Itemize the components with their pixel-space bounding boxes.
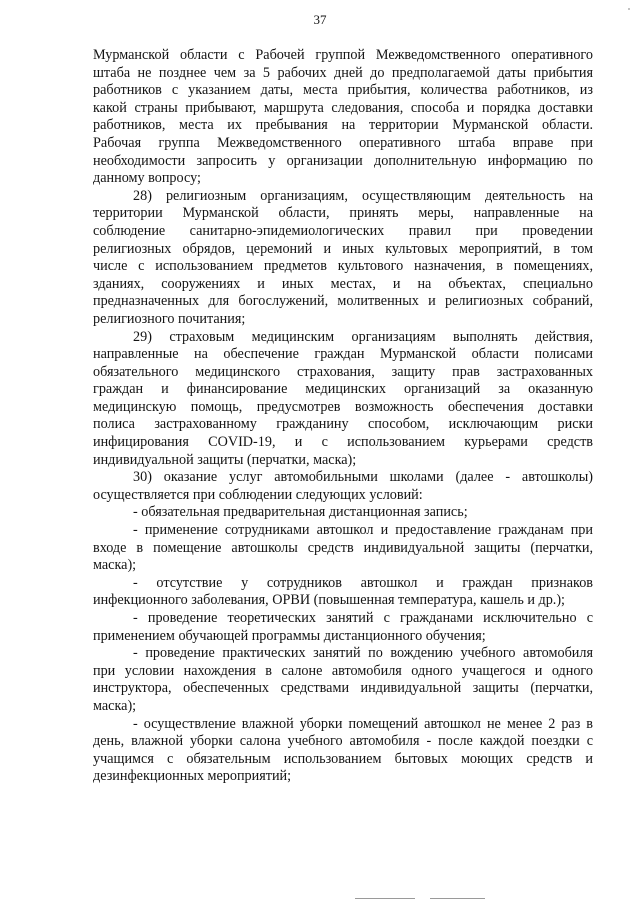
text-line: 28) религиозным организациям, осуществляющим деятельность на (133, 187, 593, 204)
text-line: обязательного медицинского страхования, защиту прав застрахованных (93, 363, 593, 380)
text-line: осуществляется при соблюдении следующих условий: (93, 486, 423, 503)
scan-artifact (628, 8, 630, 10)
text-line: религиозного почитания; (93, 310, 246, 327)
paragraph-item-30-a (93, 504, 593, 522)
text-line: Рабочая группа Межведомственного оперативного штаба вправе при (93, 134, 593, 151)
text-line: 30) оказание услуг автомобильными школами (далее - автошколы) (133, 469, 593, 486)
text-line: применением обучающей программы дистанционного обучения; (93, 627, 486, 644)
text-line: дезинфекционных мероприятий; (93, 768, 292, 785)
paragraph-item-28 (93, 188, 593, 329)
scan-footer-rule-left (355, 898, 415, 899)
text-line: граждан и финансирование медицинских организаций за оказанную (93, 381, 593, 398)
text-line: 29) страховым медицинским организациям выполнять действия, (133, 328, 593, 345)
document-body (93, 47, 593, 786)
text-line: - обязательная предварительная дистанционная запись; (133, 504, 468, 521)
text-line: - отсутствие у сотрудников автошкол и граждан признаков (133, 574, 593, 591)
paragraph-item-30-f (93, 716, 593, 786)
text-line: индивидуальной защиты (перчатки, маска); (93, 451, 357, 468)
text-line: - применение сотрудниками автошкол и предоставление гражданам при (133, 522, 593, 539)
text-line: - проведение теоретических занятий с гражданами исключительно с (133, 610, 593, 626)
scan-footer-rule-right (430, 898, 485, 899)
text-line: при условии нахождения в салоне автомобиля одного учащегося и одного (93, 662, 593, 679)
paragraph-continuation (93, 47, 593, 188)
text-line: работников с указанием даты, места прибытия, количества работников, из (93, 82, 593, 99)
paragraph-item-30-e (93, 645, 593, 715)
paragraph-item-30-d (93, 610, 593, 645)
text-line: соблюдение санитарно-эпидемиологических правил при проведении (93, 222, 593, 239)
text-line: входе в помещение автошколы средств индивидуальной защиты (перчатки, (93, 539, 593, 556)
text-line: учащимся с обязательным использованием бытовых моющих средств и (93, 750, 593, 767)
text-line: данному вопросу; (93, 170, 201, 187)
text-line: полиса застрахованному гражданину способом, исключающим риски (93, 416, 593, 433)
text-line: религиозных обрядов, церемоний и иных культовых мероприятий, в том (93, 240, 593, 257)
paragraph-item-30 (93, 469, 593, 504)
paragraph-item-30-c (93, 575, 593, 610)
text-line: необходимости запросить у организации дополнительную информацию по (93, 152, 593, 169)
text-line: маска); (93, 697, 137, 714)
text-line: инструктора, обеспеченных средствами индивидуальной защиты (перчатки, (93, 680, 593, 697)
text-line: Мурманской области с Рабочей группой Межведомственного оперативного (93, 47, 593, 63)
text-line: инфицирования COVID-19, и с использованием курьерами средств (93, 434, 593, 451)
text-line: территории Мурманской области, принять меры, направленные на (93, 205, 593, 222)
text-line: маска); (93, 557, 137, 574)
text-line: какой страны прибывают, маршрута следования, способа и порядка доставки (93, 99, 593, 116)
text-line: день, влажной уборки салона учебного автомобиля - после каждой поездки с (93, 733, 593, 750)
text-line: инфекционного заболевания, ОРВИ (повышенная температура, кашель и др.); (93, 592, 565, 609)
paragraph-item-29 (93, 329, 593, 470)
text-line: работников, места их пребывания на территории Мурманской области. (93, 117, 593, 134)
text-line: направленные на обеспечение граждан Мурманской области полисами (93, 346, 593, 363)
text-line: предназначенных для богослужений, молитвенных и религиозных собраний, (93, 293, 593, 310)
text-line: - проведение практических занятий по вождению учебного автомобиля (133, 645, 593, 662)
text-line: штаба не позднее чем за 5 рабочих дней до предполагаемой даты прибытия (93, 64, 593, 81)
text-line: зданиях, сооружениях и иных местах, и на объектах, специально (93, 275, 593, 292)
text-line: - осуществление влажной уборки помещений автошкол не менее 2 раз в (133, 715, 593, 732)
page-number: 37 (313, 12, 327, 27)
text-line: числе с использованием предметов культового назначения, в помещениях, (93, 258, 593, 275)
paragraph-item-30-b (93, 522, 593, 575)
text-line: медицинскую помощь, предусмотрев возможность обеспечения доставки (93, 398, 593, 415)
